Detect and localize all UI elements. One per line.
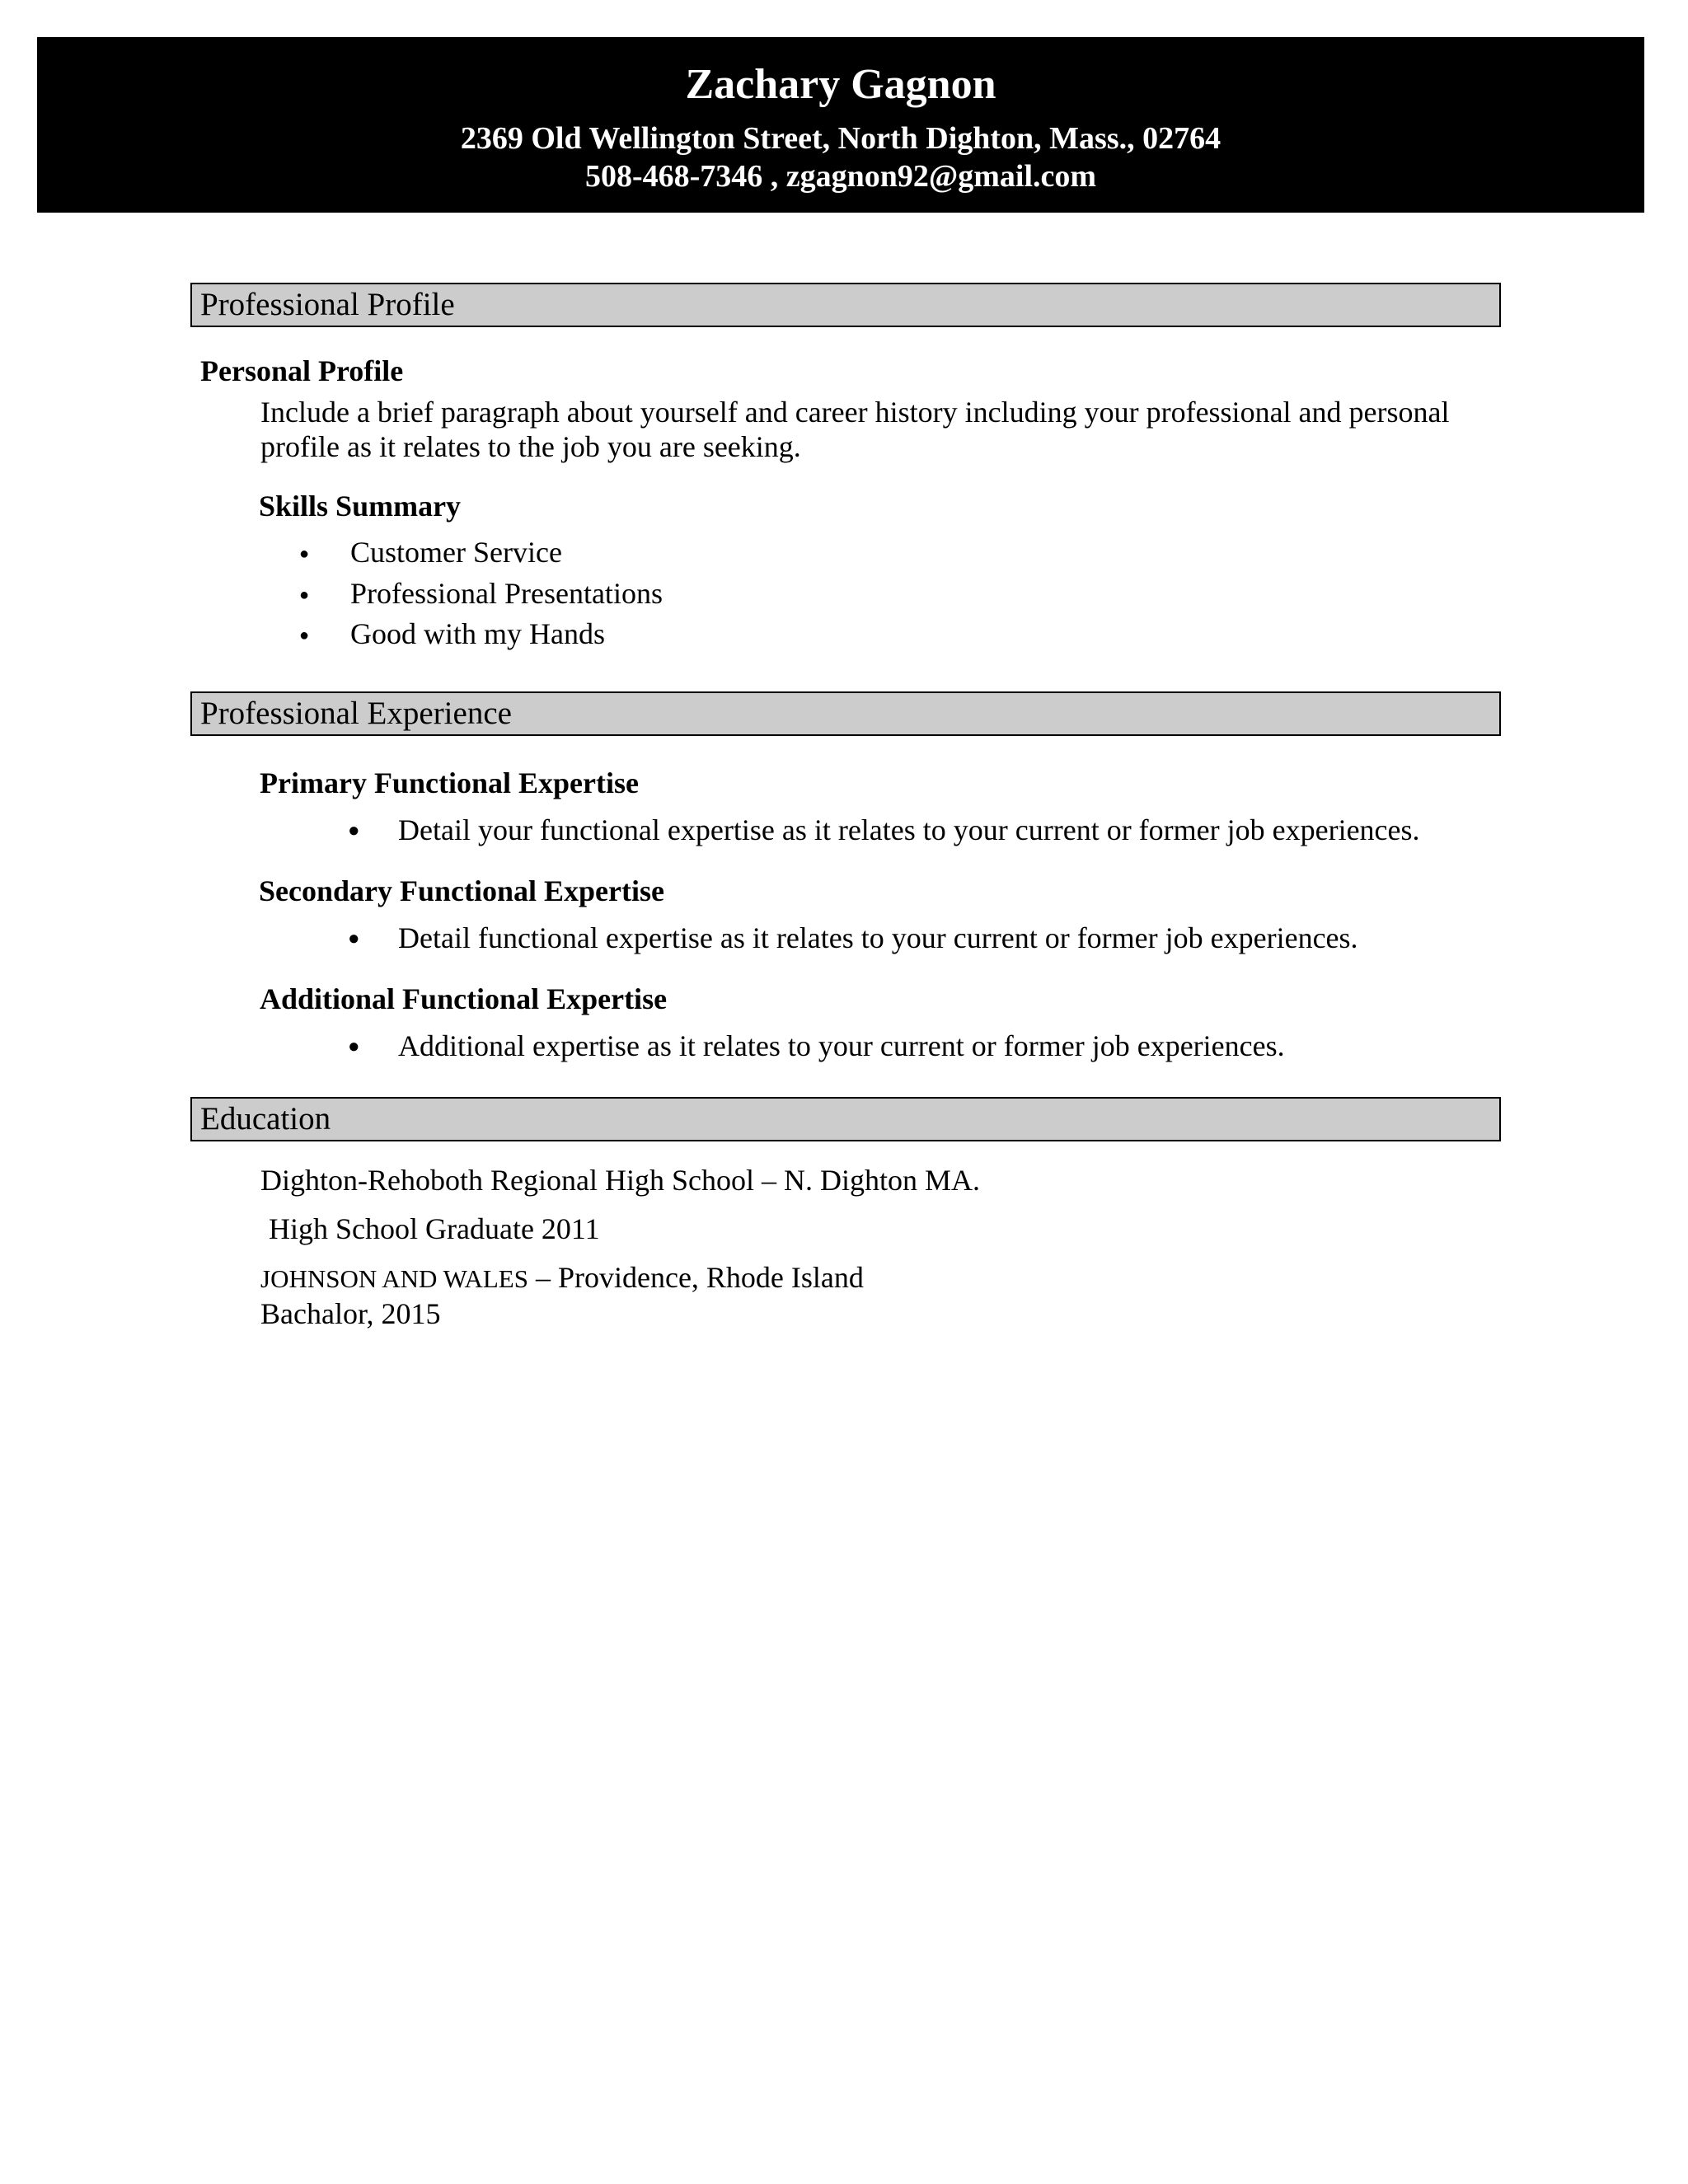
list-item: Good with my Hands: [350, 617, 605, 650]
bullet-icon: ●: [348, 1036, 360, 1057]
expertise-item: Detail functional expertise as it relates to your current or former job experiences.: [398, 921, 1358, 954]
applicant-address: 2369 Old Wellington Street, North Dighton, Mass., 02764: [460, 121, 1221, 156]
expertise-heading: Secondary Functional Expertise: [259, 874, 664, 907]
applicant-contact: 508-468-7346 , zgagnon92@gmail.com: [584, 159, 1097, 194]
section-header-profile: [190, 283, 1501, 327]
section-title: Education: [200, 1101, 331, 1137]
bullet-icon: ●: [299, 545, 310, 563]
education-detail: High School Graduate 2011: [269, 1212, 600, 1245]
school-location: – Providence, Rhode Island: [528, 1261, 864, 1294]
bullet-icon: ●: [348, 820, 360, 841]
section-header-education: [190, 1097, 1501, 1141]
education-school: Dighton-Rehoboth Regional High School – N. Dighton MA.: [260, 1164, 980, 1197]
school-name: JOHNSON AND WALES: [260, 1264, 528, 1293]
bullet-icon: ●: [299, 586, 310, 604]
list-item: Customer Service: [350, 536, 562, 569]
list-item: Professional Presentations: [350, 577, 663, 610]
bullet-icon: ●: [348, 928, 360, 949]
personal-profile-heading: Personal Profile: [200, 354, 404, 387]
section-title: Professional Profile: [200, 287, 455, 322]
expertise-heading: Additional Functional Expertise: [260, 982, 668, 1015]
expertise-heading: Primary Functional Expertise: [260, 766, 639, 799]
bullet-icon: ●: [299, 626, 310, 644]
education-school: [260, 1259, 864, 1297]
education-detail: Bachalor, 2015: [260, 1297, 441, 1330]
resume-header: [37, 37, 1644, 213]
expertise-item: Detail your functional expertise as it relates to your current or former job experiences.: [398, 813, 1420, 846]
personal-profile-line: Include a brief paragraph about yourself and career history including your professional and personal: [260, 396, 1450, 429]
skills-summary-heading: Skills Summary: [259, 490, 462, 523]
expertise-item: Additional expertise as it relates to your current or former job experiences.: [398, 1029, 1285, 1062]
section-header-experience: [190, 691, 1501, 736]
section-title: Professional Experience: [200, 696, 512, 731]
applicant-name: Zachary Gagnon: [685, 61, 996, 108]
personal-profile-line: profile as it relates to the job you are seeking.: [260, 430, 801, 463]
